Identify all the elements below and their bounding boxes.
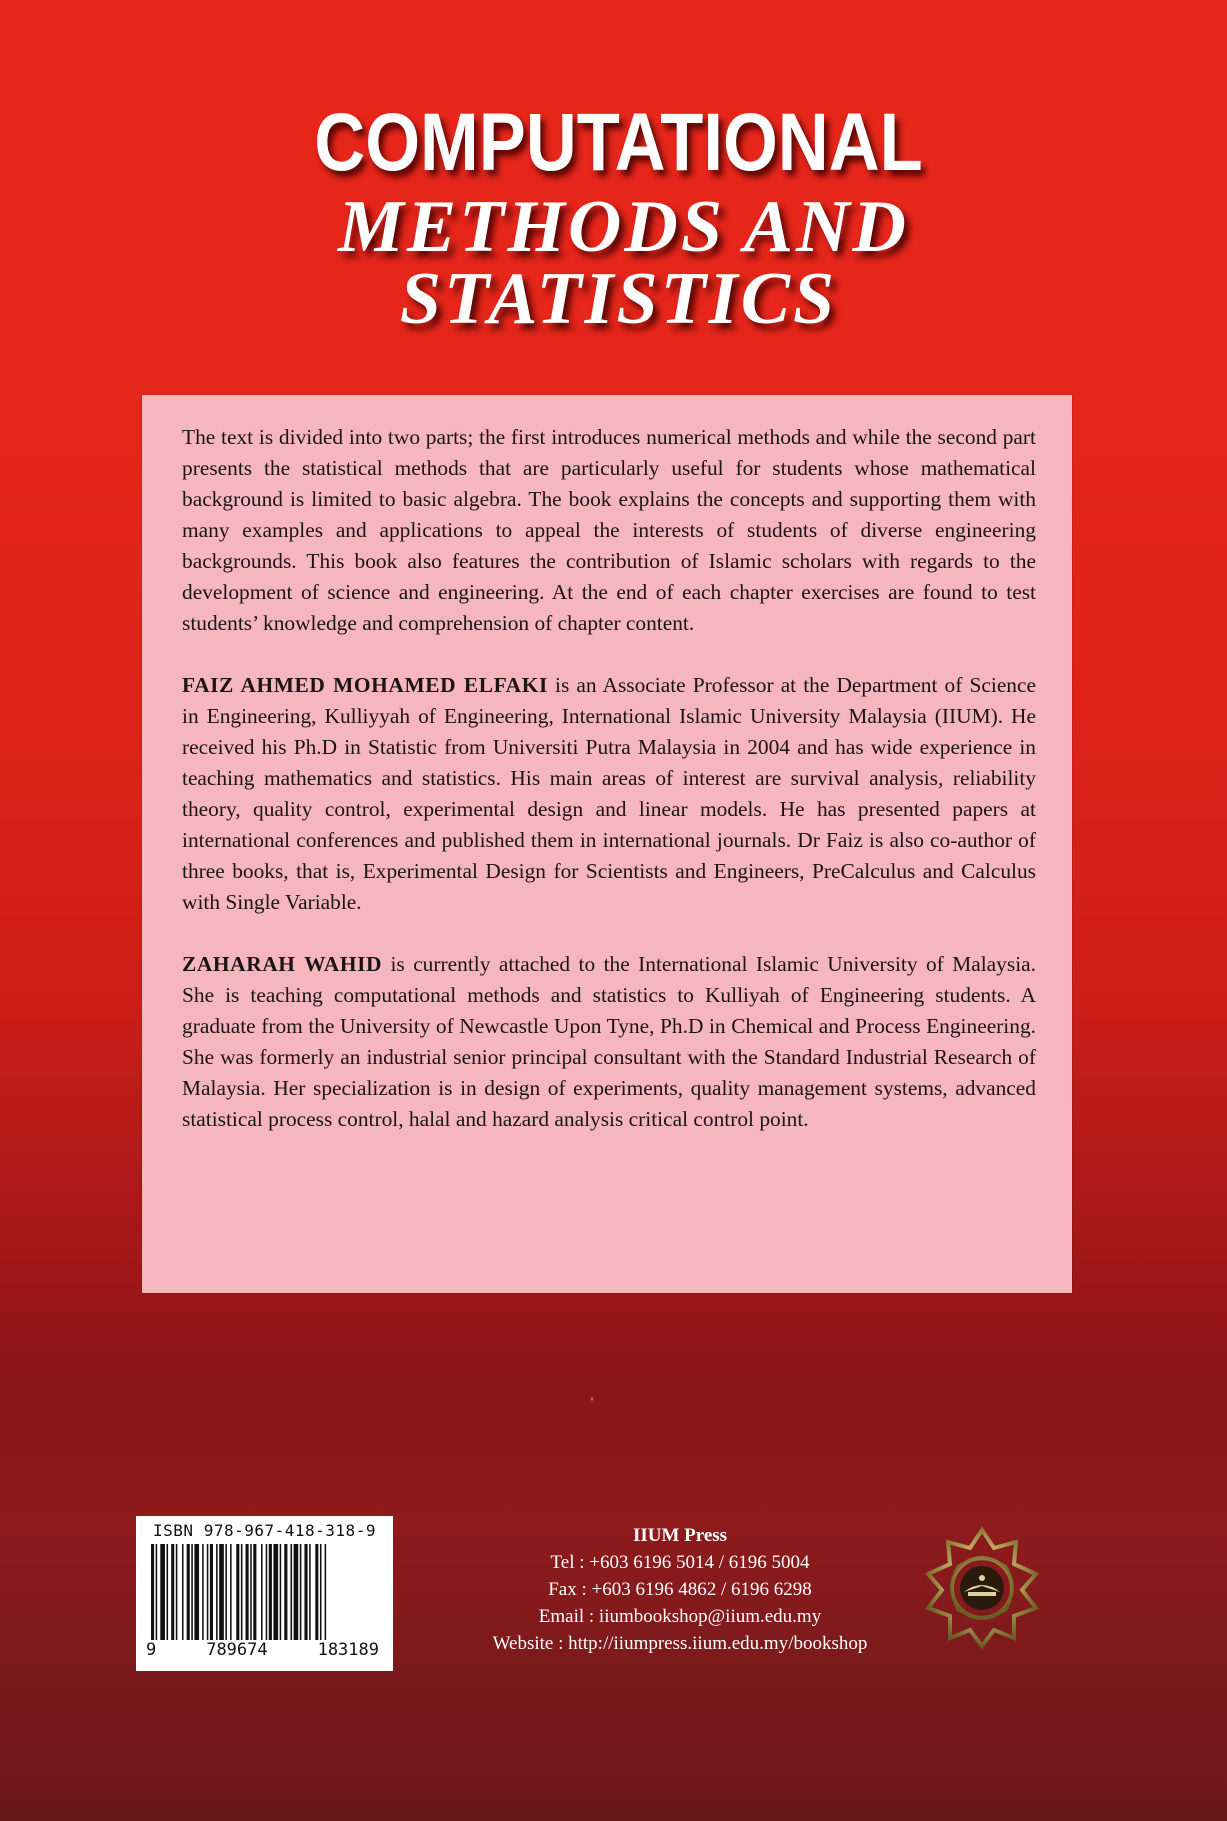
ean-right-digits: 183189	[317, 1640, 379, 1660]
barcode-icon	[147, 1544, 383, 1640]
author2-bio-paragraph	[182, 949, 1036, 1135]
publisher-info	[440, 1522, 920, 1657]
title-line-computational: COMPUTATIONAL	[314, 97, 923, 188]
isbn-number: ISBN 978-967-418-318-9	[153, 1521, 376, 1540]
publisher-name: IIUM Press	[632, 1525, 728, 1546]
author1-name: FAIZ AHMED MOHAMED ELFAKI	[182, 673, 548, 697]
title-line-methods-and: METHODS AND	[338, 186, 909, 268]
publisher-email: Email : iiumbookshop@iium.edu.my	[538, 1606, 822, 1627]
book-title	[0, 95, 1227, 340]
isbn-barcode	[136, 1516, 393, 1671]
title-line-statistics: STATISTICS	[399, 258, 838, 340]
author2-bio: is currently attached to the International Islamic University of Malaysia. She is teaching computational methods and statistics to Kulliyah of Engineering students. A graduate from the University of Newcastle Upon Tyne, Ph.D in Chemical and Process Engineering. She was formerly an industrial senior principal consultant with the Standard Industrial Research of Malaysia. Her specialization is in design of experiments, quality management systems, advanced statistical process control, halal and hazard analysis critical control point.	[182, 952, 1036, 1131]
speck-mark: ˈ	[589, 1394, 595, 1414]
ean-left-digits: 789674	[206, 1640, 268, 1660]
publisher-fax: Fax : +603 6196 4862 / 6196 6298	[548, 1579, 812, 1600]
ean-digits	[144, 1640, 385, 1660]
blurb-panel	[142, 395, 1072, 1293]
author1-bio: is an Associate Professor at the Department of Science in Engineering, Kulliyyah of Engineering, International Islamic University Malaysia (IIUM). He received his Ph.D in Statistic from Universiti Putra Malaysia in 2004 and has wide experience in teaching mathematics and statistics. His main areas of interest are survival analysis, reliability theory, quality control, experimental design and linear models. He has presented papers at international conferences and published them in international journals. Dr Faiz is also co-author of three books, that is, Experimental Design for Scientists and Engineers, PreCalculus and Calculus with Single Variable.	[182, 673, 1036, 914]
author1-bio-paragraph	[182, 670, 1036, 918]
ean-first-digit: 9	[146, 1640, 157, 1660]
publisher-website: Website : http://iiumpress.iium.edu.my/bookshop	[492, 1633, 868, 1654]
iium-crest-icon	[918, 1522, 1046, 1650]
publisher-tel: Tel : +603 6196 5014 / 6196 5004	[550, 1552, 810, 1573]
book-description: The text is divided into two parts; the first introduces numerical methods and while the second part presents the statistical methods that are particularly useful for students whose mathematical background is limited to basic algebra. The book explains the concepts and supporting them with many examples and applications to appeal the interests of students of diverse engineering backgrounds. This book also features the contribution of Islamic scholars with regards to the development of science and engineering. At the end of each chapter exercises are found to test students’ knowledge and comprehension of chapter content.	[182, 425, 1036, 635]
author2-name: ZAHARAH WAHID	[182, 952, 383, 976]
